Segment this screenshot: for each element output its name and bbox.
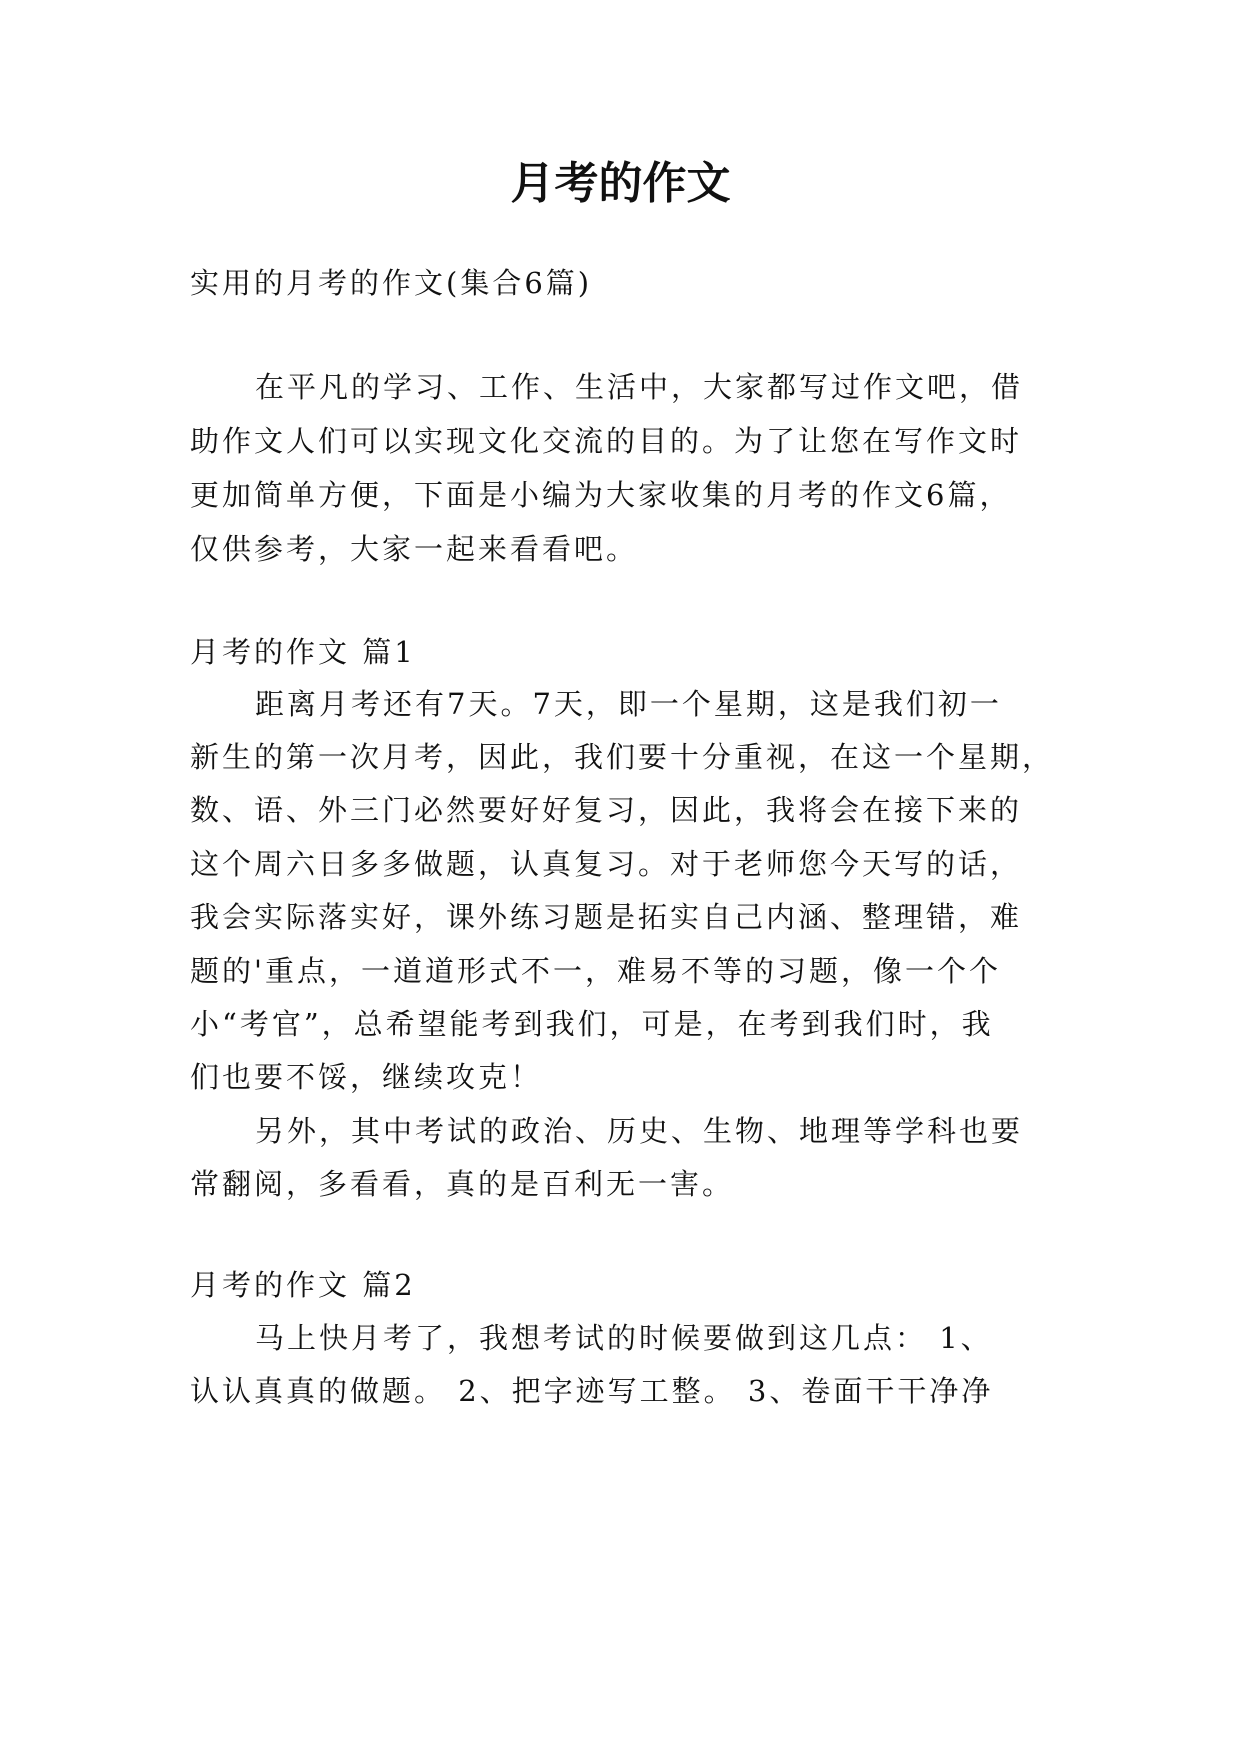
section-heading: 月考的作文 篇1 [190, 635, 416, 669]
paragraph-line: 题的'重点，一道道形式不一，难易不等的习题，像一个个 [190, 954, 1001, 988]
paragraph-line: 数、语、外三门必然要好好复习，因此，我将会在接下来的 [190, 793, 1023, 827]
paragraph-line: 常翻阅，多看看，真的是百利无一害。 [190, 1167, 735, 1201]
paragraph-line: 我会实际落实好，课外练习题是拓实自己内涵、整理错，难 [190, 900, 1023, 934]
paragraph-line: 新生的第一次月考，因此，我们要十分重视，在这一个星期， [190, 740, 1055, 774]
intro-line: 仅供参考，大家一起来看看吧。 [190, 532, 639, 566]
paragraph-line: 们也要不馁，继续攻克！ [190, 1060, 543, 1094]
intro-line: 更加简单方便，下面是小编为大家收集的月考的作文6篇， [190, 478, 1012, 512]
paragraph-line: 另外，其中考试的政治、历史、生物、地理等学科也要 [255, 1114, 1024, 1148]
section-heading: 月考的作文 篇2 [190, 1268, 416, 1302]
paragraph-line: 马上快月考了，我想考试的时候要做到这几点： 1、 [255, 1321, 993, 1355]
intro-line: 在平凡的学习、工作、生活中，大家都写过作文吧，借 [255, 370, 1024, 404]
document-title: 月考的作文 [510, 158, 731, 209]
intro-line: 助作文人们可以实现文化交流的目的。为了让您在写作文时 [190, 424, 1023, 458]
paragraph-line: 距离月考还有7天。7天，即一个星期，这是我们初一 [255, 687, 1002, 721]
document-subtitle: 实用的月考的作文(集合6篇) [190, 266, 593, 300]
paragraph-line: 这个周六日多多做题，认真复习。对于老师您今天写的话， [190, 847, 1023, 881]
paragraph-line: 认认真真的做题。 2、把字迹写工整。 3、卷面干干净净 [190, 1374, 994, 1408]
paragraph-line: 小“考官”，总希望能考到我们，可是，在考到我们时，我 [190, 1007, 994, 1041]
